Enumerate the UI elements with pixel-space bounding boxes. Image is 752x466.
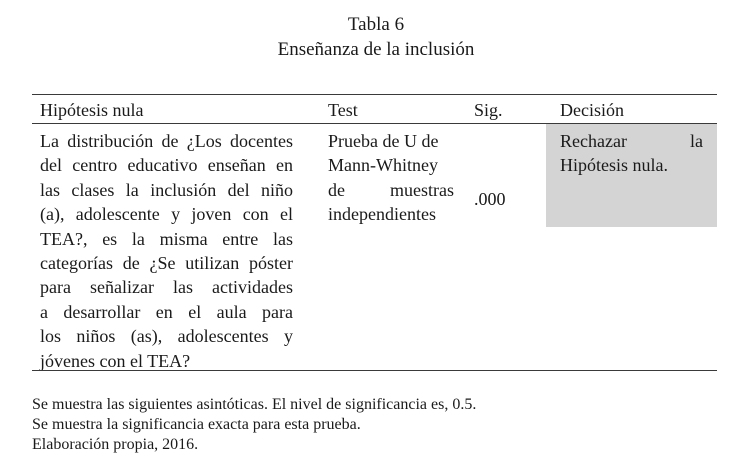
table-source: Elaboración propia, 2016. bbox=[32, 436, 199, 453]
hypothesis-line: jóvenes con el TEA? bbox=[40, 350, 191, 371]
hypothesis-line: a desarrollar en el aula para bbox=[40, 301, 293, 322]
test-line: Prueba de U de bbox=[328, 131, 439, 151]
table-number: Tabla 6 bbox=[347, 14, 405, 35]
header-hypothesis: Hipótesis nula bbox=[40, 100, 144, 120]
header-test: Test bbox=[328, 100, 358, 120]
decision-line: Hipótesis nula. bbox=[560, 155, 668, 176]
test-cell bbox=[328, 129, 454, 227]
hypothesis-line: (a), adolescente y joven con el bbox=[40, 204, 293, 225]
hypothesis-line: TEA?, es la misma entre las bbox=[40, 228, 293, 249]
hypothesis-line: del centro educativo enseñan en bbox=[40, 155, 293, 176]
hypothesis-line: para señalizar las actividades bbox=[40, 277, 293, 298]
hypothesis-line: los niños (as), adolescentes y bbox=[40, 326, 293, 347]
hypothesis-line: las clases la inclusión del niño bbox=[40, 179, 293, 200]
table-note: Se muestra las siguientes asintóticas. El nivel de significancia es, 0.5. bbox=[32, 396, 477, 413]
table-bottom-rule bbox=[32, 370, 717, 371]
test-line: Mann-Whitney bbox=[328, 155, 438, 176]
test-line: de muestras bbox=[328, 179, 454, 200]
test-line: independientes bbox=[328, 204, 436, 225]
header-sig: Sig. bbox=[474, 100, 503, 120]
table-title: Enseñanza de la inclusión bbox=[277, 39, 475, 60]
hypothesis-line: categorías de ¿Se utilizan póster bbox=[40, 253, 293, 274]
decision-line: Rechazar la bbox=[560, 131, 703, 151]
sig-cell: .000 bbox=[474, 189, 506, 209]
table-top-rule bbox=[32, 94, 717, 95]
header-decision: Decisión bbox=[560, 100, 624, 120]
hypothesis-cell bbox=[40, 129, 293, 373]
decision-cell bbox=[560, 129, 703, 178]
table-note: Se muestra la significancia exacta para esta prueba. bbox=[32, 416, 361, 433]
hypothesis-line: La distribución de ¿Los docentes bbox=[40, 131, 293, 151]
